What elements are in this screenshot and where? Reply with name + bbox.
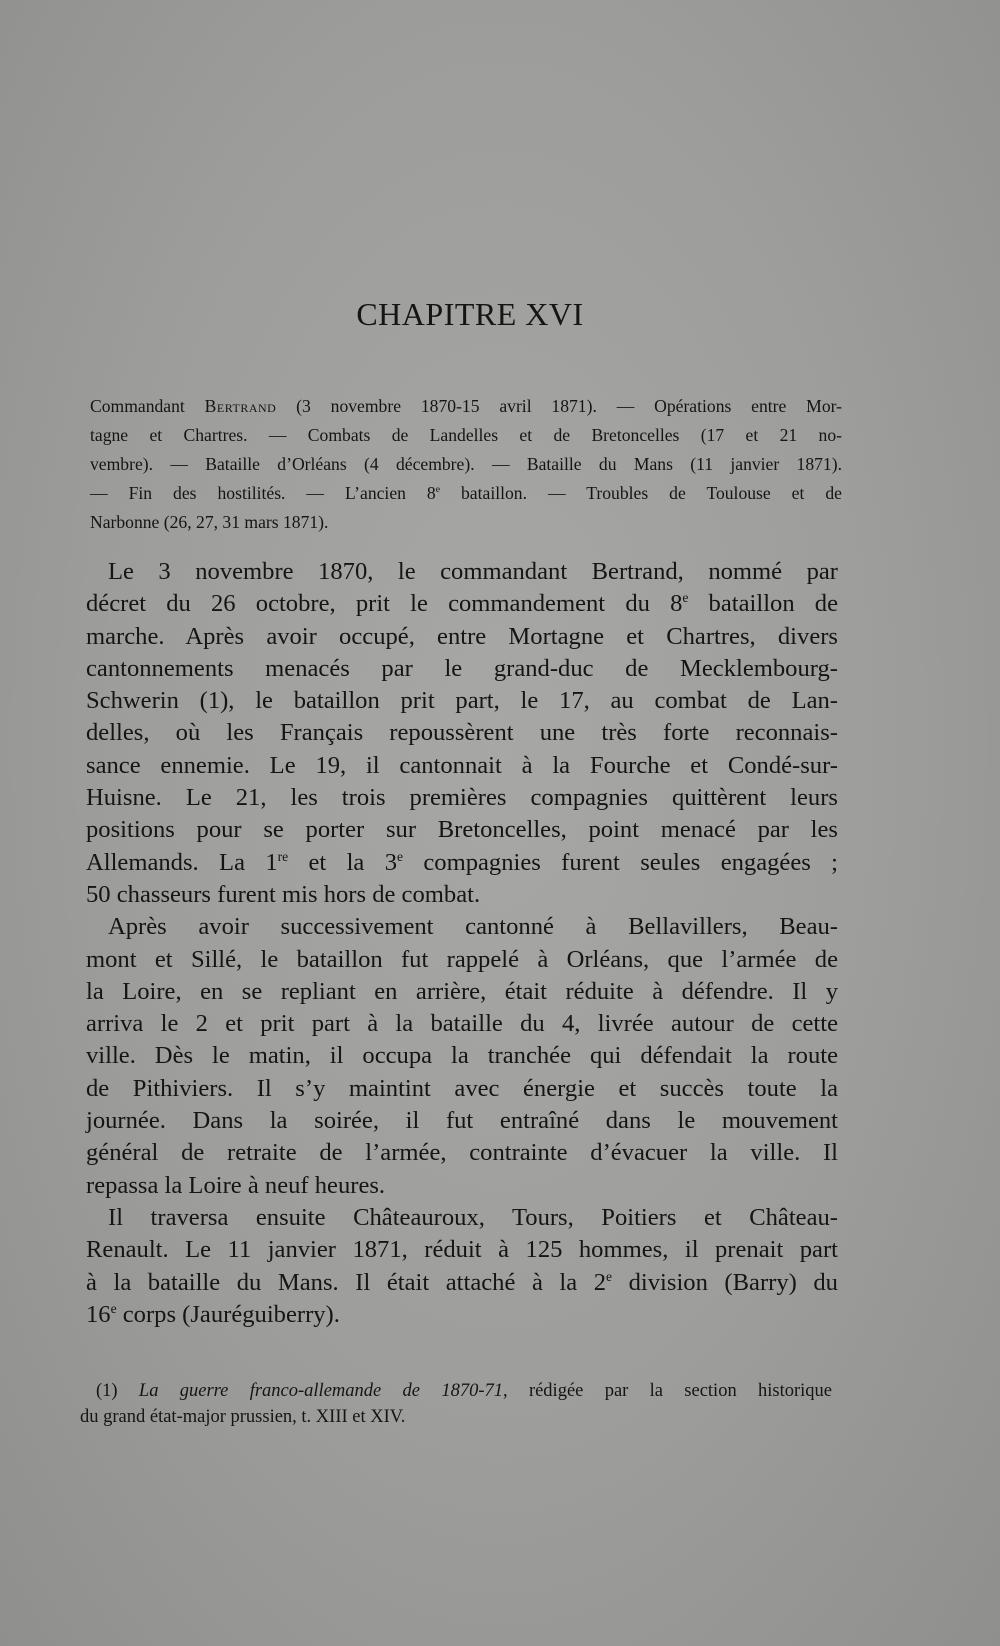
text-line: 50 chasseurs furent mis hors de combat. xyxy=(86,880,481,908)
text-line: cantonnements menacés par le grand-duc de Mecklembourg- xyxy=(86,654,838,682)
text-line: la Loire, en se repliant en arrière, était réduite à défendre. Il y xyxy=(86,977,838,1005)
chapter-title: CHAPITRE XVI xyxy=(356,296,584,332)
text-line: positions pour se porter sur Bretoncelles, point menacé par les xyxy=(86,816,838,844)
paragraph-1 xyxy=(86,556,838,911)
text-line: delles, où les Français repoussèrent une très forte reconnais- xyxy=(86,719,838,747)
text-line: journée. Dans la soirée, il fut entraîné dans le mouvement xyxy=(86,1107,838,1135)
text-line: ville. Dès le matin, il occupa la tranchée qui défendait la route xyxy=(86,1042,838,1070)
text-line: 16e corps (Jauréguiberry). xyxy=(86,1300,340,1328)
text-line: repassa la Loire à neuf heures. xyxy=(86,1171,386,1199)
text-line: Huisne. Le 21, les trois premières compagnies quittèrent leurs xyxy=(86,784,838,812)
text-line: décret du 26 octobre, prit le commandement du 8e bataillon de xyxy=(86,590,838,618)
text-line: général de retraite de l’armée, contrainte d’évacuer la ville. Il xyxy=(86,1139,838,1167)
chapter-summary xyxy=(90,392,842,537)
summary-line: Commandant Bertrand (3 novembre 1870-15 avril 1871). — Opérations entre Mor- xyxy=(90,396,842,416)
paragraph-2 xyxy=(86,911,838,1202)
paragraph-3 xyxy=(86,1202,838,1331)
footnote xyxy=(80,1378,832,1430)
commander-name: Bertrand xyxy=(204,396,277,416)
summary-line: vembre). — Bataille d’Orléans (4 décembre). — Bataille du Mans (11 janvier 1871). xyxy=(90,454,842,474)
text-line: Allemands. La 1re et la 3e compagnies furent seules engagées ; xyxy=(86,848,839,876)
footnote-work-title: La guerre franco-allemande de 1870-71 xyxy=(138,1381,503,1401)
footnote-line: du grand état-major prussien, t. XIII et XIV. xyxy=(80,1407,406,1427)
text-line: Schwerin (1), le bataillon prit part, le 17, au combat de Lan- xyxy=(86,687,838,715)
text-line: de Pithiviers. Il s’y maintint avec énergie et succès toute la xyxy=(86,1074,838,1102)
text-line: Après avoir successivement cantonné à Bellavillers, Beau- xyxy=(108,913,838,941)
summary-line: Narbonne (26, 27, 31 mars 1871). xyxy=(90,512,329,532)
text-line: mont et Sillé, le bataillon fut rappelé à Orléans, que l’armée de xyxy=(86,945,838,973)
text-line: Renault. Le 11 janvier 1871, réduit à 125 hommes, il prenait part xyxy=(86,1236,838,1264)
text-line: marche. Après avoir occupé, entre Mortagne et Chartres, divers xyxy=(86,622,838,650)
summary-line: — Fin des hostilités. — L’ancien 8e bataillon. — Troubles de Toulouse et de xyxy=(90,483,842,503)
footnote-marker: (1) xyxy=(96,1381,118,1401)
text-line: à la bataille du Mans. Il était attaché à la 2e division (Barry) du xyxy=(86,1268,838,1296)
text-line: Il traversa ensuite Châteauroux, Tours, Poitiers et Château- xyxy=(108,1203,838,1231)
text-line: arriva le 2 et prit part à la bataille du 4, livrée autour de cette xyxy=(86,1010,838,1038)
summary-line: tagne et Chartres. — Combats de Landelles et de Bretoncelles (17 et 21 no- xyxy=(90,425,842,445)
text-line: Le 3 novembre 1870, le commandant Bertrand, nommé par xyxy=(108,558,838,585)
footnote-line: (1) La guerre franco-allemande de 1870-71, rédigée par la section historique xyxy=(96,1381,833,1401)
chapter-body xyxy=(86,556,838,1331)
text-line: sance ennemie. Le 19, il cantonnait à la Fourche et Condé-sur- xyxy=(86,751,838,779)
